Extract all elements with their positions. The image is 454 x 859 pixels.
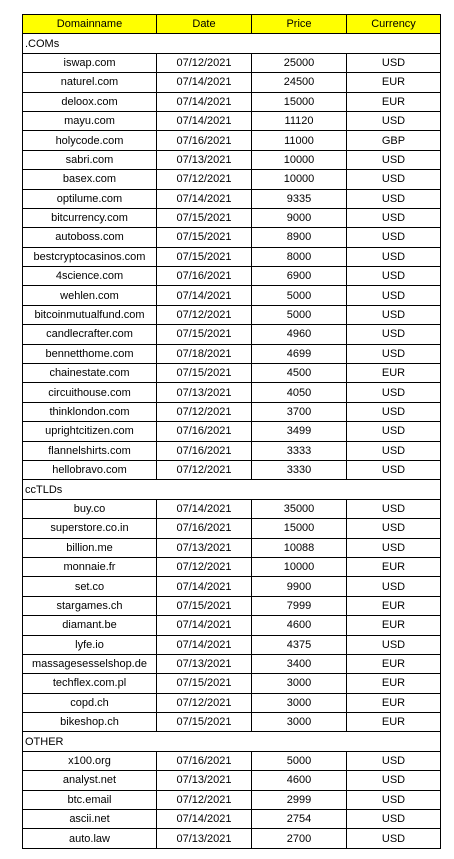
cell-currency[interactable]: EUR xyxy=(347,693,441,712)
cell-date[interactable]: 07/13/2021 xyxy=(157,538,252,557)
cell-price[interactable]: 11000 xyxy=(252,131,347,150)
cell-domain[interactable]: naturel.com xyxy=(23,73,157,92)
table-body xyxy=(23,34,441,848)
cell-price[interactable]: 8900 xyxy=(252,228,347,247)
cell-domain[interactable]: optilume.com xyxy=(23,189,157,208)
cell-date[interactable]: 07/14/2021 xyxy=(157,286,252,305)
cell-date[interactable]: 07/15/2021 xyxy=(157,364,252,383)
table-row xyxy=(23,693,441,712)
table-row xyxy=(23,713,441,732)
table-row xyxy=(23,654,441,673)
cell-date[interactable]: 07/14/2021 xyxy=(157,92,252,111)
cell-price[interactable]: 4960 xyxy=(252,325,347,344)
cell-date[interactable]: 07/12/2021 xyxy=(157,693,252,712)
cell-price[interactable]: 9335 xyxy=(252,189,347,208)
cell-date[interactable]: 07/12/2021 xyxy=(157,790,252,809)
cell-price[interactable]: 10000 xyxy=(252,557,347,576)
cell-price[interactable]: 3499 xyxy=(252,422,347,441)
cell-currency[interactable]: USD xyxy=(347,111,441,130)
cell-currency[interactable]: USD xyxy=(347,751,441,770)
header-domainname[interactable]: Domainname xyxy=(23,15,157,34)
cell-date[interactable]: 07/14/2021 xyxy=(157,189,252,208)
cell-domain[interactable]: holycode.com xyxy=(23,131,157,150)
cell-price[interactable]: 10088 xyxy=(252,538,347,557)
section-row xyxy=(23,480,441,499)
cell-date[interactable]: 07/12/2021 xyxy=(157,53,252,72)
domain-sales-table xyxy=(22,14,441,849)
cell-domain[interactable]: 4science.com xyxy=(23,267,157,286)
cell-date[interactable]: 07/13/2021 xyxy=(157,654,252,673)
cell-currency[interactable]: USD xyxy=(347,208,441,227)
cell-domain[interactable]: candlecrafter.com xyxy=(23,325,157,344)
cell-currency[interactable]: USD xyxy=(347,519,441,538)
cell-price[interactable]: 2999 xyxy=(252,790,347,809)
cell-date[interactable]: 07/12/2021 xyxy=(157,557,252,576)
cell-domain[interactable]: basex.com xyxy=(23,170,157,189)
cell-domain[interactable]: diamant.be xyxy=(23,616,157,635)
table-row xyxy=(23,538,441,557)
cell-price[interactable]: 5000 xyxy=(252,751,347,770)
spreadsheet xyxy=(22,14,441,849)
cell-price[interactable]: 4050 xyxy=(252,383,347,402)
cell-price[interactable]: 2700 xyxy=(252,829,347,848)
cell-price[interactable]: 3400 xyxy=(252,654,347,673)
cell-currency[interactable]: EUR xyxy=(347,616,441,635)
cell-currency[interactable]: USD xyxy=(347,325,441,344)
cell-domain[interactable]: lyfe.io xyxy=(23,635,157,654)
cell-domain[interactable]: thinklondon.com xyxy=(23,402,157,421)
table-row xyxy=(23,73,441,92)
cell-domain[interactable]: btc.email xyxy=(23,790,157,809)
table-row xyxy=(23,364,441,383)
cell-date[interactable]: 07/15/2021 xyxy=(157,208,252,227)
cell-date[interactable]: 07/13/2021 xyxy=(157,150,252,169)
cell-currency[interactable]: USD xyxy=(347,460,441,479)
cell-domain[interactable]: buy.co xyxy=(23,499,157,518)
cell-domain[interactable]: iswap.com xyxy=(23,53,157,72)
cell-domain[interactable]: bestcryptocasinos.com xyxy=(23,247,157,266)
cell-currency[interactable]: USD xyxy=(347,499,441,518)
cell-currency[interactable]: USD xyxy=(347,829,441,848)
cell-price[interactable]: 15000 xyxy=(252,519,347,538)
section-row xyxy=(23,732,441,751)
cell-date[interactable]: 07/18/2021 xyxy=(157,344,252,363)
cell-date[interactable]: 07/15/2021 xyxy=(157,228,252,247)
cell-domain[interactable]: circuithouse.com xyxy=(23,383,157,402)
cell-price[interactable]: 3000 xyxy=(252,693,347,712)
cell-price[interactable]: 10000 xyxy=(252,170,347,189)
cell-price[interactable]: 4699 xyxy=(252,344,347,363)
cell-date[interactable]: 07/16/2021 xyxy=(157,519,252,538)
cell-domain[interactable]: massagesesselshop.de xyxy=(23,654,157,673)
table-row xyxy=(23,499,441,518)
cell-domain[interactable]: flannelshirts.com xyxy=(23,441,157,460)
cell-date[interactable]: 07/16/2021 xyxy=(157,131,252,150)
cell-currency[interactable]: USD xyxy=(347,538,441,557)
table-row xyxy=(23,422,441,441)
cell-date[interactable]: 07/13/2021 xyxy=(157,829,252,848)
cell-currency[interactable]: EUR xyxy=(347,364,441,383)
table-row xyxy=(23,635,441,654)
cell-price[interactable]: 8000 xyxy=(252,247,347,266)
cell-date[interactable]: 07/16/2021 xyxy=(157,441,252,460)
table-row xyxy=(23,616,441,635)
cell-domain[interactable]: techflex.com.pl xyxy=(23,674,157,693)
cell-date[interactable]: 07/12/2021 xyxy=(157,170,252,189)
cell-domain[interactable]: chainestate.com xyxy=(23,364,157,383)
table-row xyxy=(23,519,441,538)
cell-domain[interactable]: bikeshop.ch xyxy=(23,713,157,732)
cell-currency[interactable]: USD xyxy=(347,422,441,441)
cell-currency[interactable]: USD xyxy=(347,305,441,324)
cell-currency[interactable]: USD xyxy=(347,635,441,654)
table-row xyxy=(23,267,441,286)
cell-date[interactable]: 07/15/2021 xyxy=(157,325,252,344)
cell-date[interactable]: 07/12/2021 xyxy=(157,305,252,324)
cell-date[interactable]: 07/14/2021 xyxy=(157,577,252,596)
cell-domain[interactable]: billion.me xyxy=(23,538,157,557)
table-row xyxy=(23,460,441,479)
cell-price[interactable]: 24500 xyxy=(252,73,347,92)
cell-price[interactable]: 2754 xyxy=(252,810,347,829)
cell-domain[interactable]: monnaie.fr xyxy=(23,557,157,576)
cell-domain[interactable]: auto.law xyxy=(23,829,157,848)
cell-domain[interactable]: stargames.ch xyxy=(23,596,157,615)
cell-domain[interactable]: bennetthome.com xyxy=(23,344,157,363)
cell-date[interactable]: 07/15/2021 xyxy=(157,247,252,266)
table-row xyxy=(23,131,441,150)
cell-currency[interactable]: USD xyxy=(347,577,441,596)
cell-date[interactable]: 07/14/2021 xyxy=(157,635,252,654)
table-row xyxy=(23,383,441,402)
cell-domain[interactable]: superstore.co.in xyxy=(23,519,157,538)
cell-currency[interactable]: EUR xyxy=(347,73,441,92)
cell-price[interactable]: 4375 xyxy=(252,635,347,654)
cell-currency[interactable]: USD xyxy=(347,441,441,460)
section-title[interactable]: .COMs xyxy=(23,34,441,53)
cell-price[interactable]: 5000 xyxy=(252,286,347,305)
table-row xyxy=(23,189,441,208)
table-row xyxy=(23,790,441,809)
table-row xyxy=(23,441,441,460)
cell-price[interactable]: 9000 xyxy=(252,208,347,227)
cell-domain[interactable]: x100.org xyxy=(23,751,157,770)
cell-date[interactable]: 07/12/2021 xyxy=(157,460,252,479)
cell-domain[interactable]: uprightcitizen.com xyxy=(23,422,157,441)
cell-date[interactable]: 07/14/2021 xyxy=(157,616,252,635)
section-title[interactable]: OTHER xyxy=(23,732,441,751)
table-row xyxy=(23,208,441,227)
cell-date[interactable]: 07/16/2021 xyxy=(157,751,252,770)
cell-currency[interactable]: GBP xyxy=(347,131,441,150)
cell-currency[interactable]: USD xyxy=(347,247,441,266)
cell-price[interactable]: 3333 xyxy=(252,441,347,460)
cell-price[interactable]: 4600 xyxy=(252,771,347,790)
cell-price[interactable]: 5000 xyxy=(252,305,347,324)
cell-currency[interactable]: EUR xyxy=(347,713,441,732)
cell-date[interactable]: 07/14/2021 xyxy=(157,111,252,130)
table-row xyxy=(23,92,441,111)
cell-currency[interactable]: USD xyxy=(347,267,441,286)
table-row xyxy=(23,228,441,247)
cell-currency[interactable]: EUR xyxy=(347,596,441,615)
cell-currency[interactable]: USD xyxy=(347,402,441,421)
table-row xyxy=(23,344,441,363)
header-date[interactable]: Date xyxy=(157,15,252,34)
cell-domain[interactable]: sabri.com xyxy=(23,150,157,169)
table-row xyxy=(23,577,441,596)
header-currency[interactable]: Currency xyxy=(347,15,441,34)
cell-currency[interactable]: EUR xyxy=(347,654,441,673)
table-row xyxy=(23,150,441,169)
cell-date[interactable]: 07/14/2021 xyxy=(157,499,252,518)
table-row xyxy=(23,674,441,693)
cell-date[interactable]: 07/14/2021 xyxy=(157,810,252,829)
cell-currency[interactable]: USD xyxy=(347,189,441,208)
table-row xyxy=(23,557,441,576)
cell-domain[interactable]: bitcurrency.com xyxy=(23,208,157,227)
section-title[interactable]: ccTLDs xyxy=(23,480,441,499)
cell-currency[interactable]: USD xyxy=(347,170,441,189)
header-price[interactable]: Price xyxy=(252,15,347,34)
section-row xyxy=(23,34,441,53)
cell-price[interactable]: 15000 xyxy=(252,92,347,111)
cell-price[interactable]: 10000 xyxy=(252,150,347,169)
cell-price[interactable]: 7999 xyxy=(252,596,347,615)
cell-currency[interactable]: USD xyxy=(347,150,441,169)
table-row xyxy=(23,325,441,344)
table-row xyxy=(23,751,441,770)
cell-currency[interactable]: USD xyxy=(347,286,441,305)
cell-price[interactable]: 3000 xyxy=(252,713,347,732)
cell-currency[interactable]: EUR xyxy=(347,92,441,111)
cell-date[interactable]: 07/15/2021 xyxy=(157,674,252,693)
cell-domain[interactable]: wehlen.com xyxy=(23,286,157,305)
cell-date[interactable]: 07/15/2021 xyxy=(157,713,252,732)
cell-currency[interactable]: USD xyxy=(347,810,441,829)
table-row xyxy=(23,53,441,72)
cell-price[interactable]: 4500 xyxy=(252,364,347,383)
cell-currency[interactable]: USD xyxy=(347,228,441,247)
cell-currency[interactable]: EUR xyxy=(347,557,441,576)
table-row xyxy=(23,810,441,829)
cell-price[interactable]: 3330 xyxy=(252,460,347,479)
cell-currency[interactable]: USD xyxy=(347,790,441,809)
cell-date[interactable]: 07/15/2021 xyxy=(157,596,252,615)
cell-domain[interactable]: mayu.com xyxy=(23,111,157,130)
cell-price[interactable]: 3700 xyxy=(252,402,347,421)
cell-domain[interactable]: hellobravo.com xyxy=(23,460,157,479)
cell-currency[interactable]: EUR xyxy=(347,674,441,693)
table-row xyxy=(23,247,441,266)
header-row xyxy=(23,15,441,34)
table-row xyxy=(23,286,441,305)
cell-domain[interactable]: deloox.com xyxy=(23,92,157,111)
table-row xyxy=(23,771,441,790)
cell-price[interactable]: 25000 xyxy=(252,53,347,72)
cell-currency[interactable]: USD xyxy=(347,383,441,402)
cell-price[interactable]: 9900 xyxy=(252,577,347,596)
table-row xyxy=(23,111,441,130)
table-row xyxy=(23,402,441,421)
cell-currency[interactable]: USD xyxy=(347,53,441,72)
cell-price[interactable]: 35000 xyxy=(252,499,347,518)
cell-date[interactable]: 07/13/2021 xyxy=(157,771,252,790)
cell-currency[interactable]: USD xyxy=(347,771,441,790)
cell-date[interactable]: 07/13/2021 xyxy=(157,383,252,402)
cell-date[interactable]: 07/16/2021 xyxy=(157,267,252,286)
cell-domain[interactable]: bitcoinmutualfund.com xyxy=(23,305,157,324)
cell-domain[interactable]: ascii.net xyxy=(23,810,157,829)
cell-price[interactable]: 11120 xyxy=(252,111,347,130)
cell-price[interactable]: 3000 xyxy=(252,674,347,693)
table-row xyxy=(23,596,441,615)
cell-date[interactable]: 07/16/2021 xyxy=(157,422,252,441)
cell-price[interactable]: 4600 xyxy=(252,616,347,635)
cell-date[interactable]: 07/14/2021 xyxy=(157,73,252,92)
cell-currency[interactable]: USD xyxy=(347,344,441,363)
table-row xyxy=(23,170,441,189)
cell-domain[interactable]: set.co xyxy=(23,577,157,596)
table-row xyxy=(23,305,441,324)
cell-date[interactable]: 07/12/2021 xyxy=(157,402,252,421)
cell-price[interactable]: 6900 xyxy=(252,267,347,286)
cell-domain[interactable]: copd.ch xyxy=(23,693,157,712)
table-row xyxy=(23,829,441,848)
cell-domain[interactable]: analyst.net xyxy=(23,771,157,790)
cell-domain[interactable]: autoboss.com xyxy=(23,228,157,247)
